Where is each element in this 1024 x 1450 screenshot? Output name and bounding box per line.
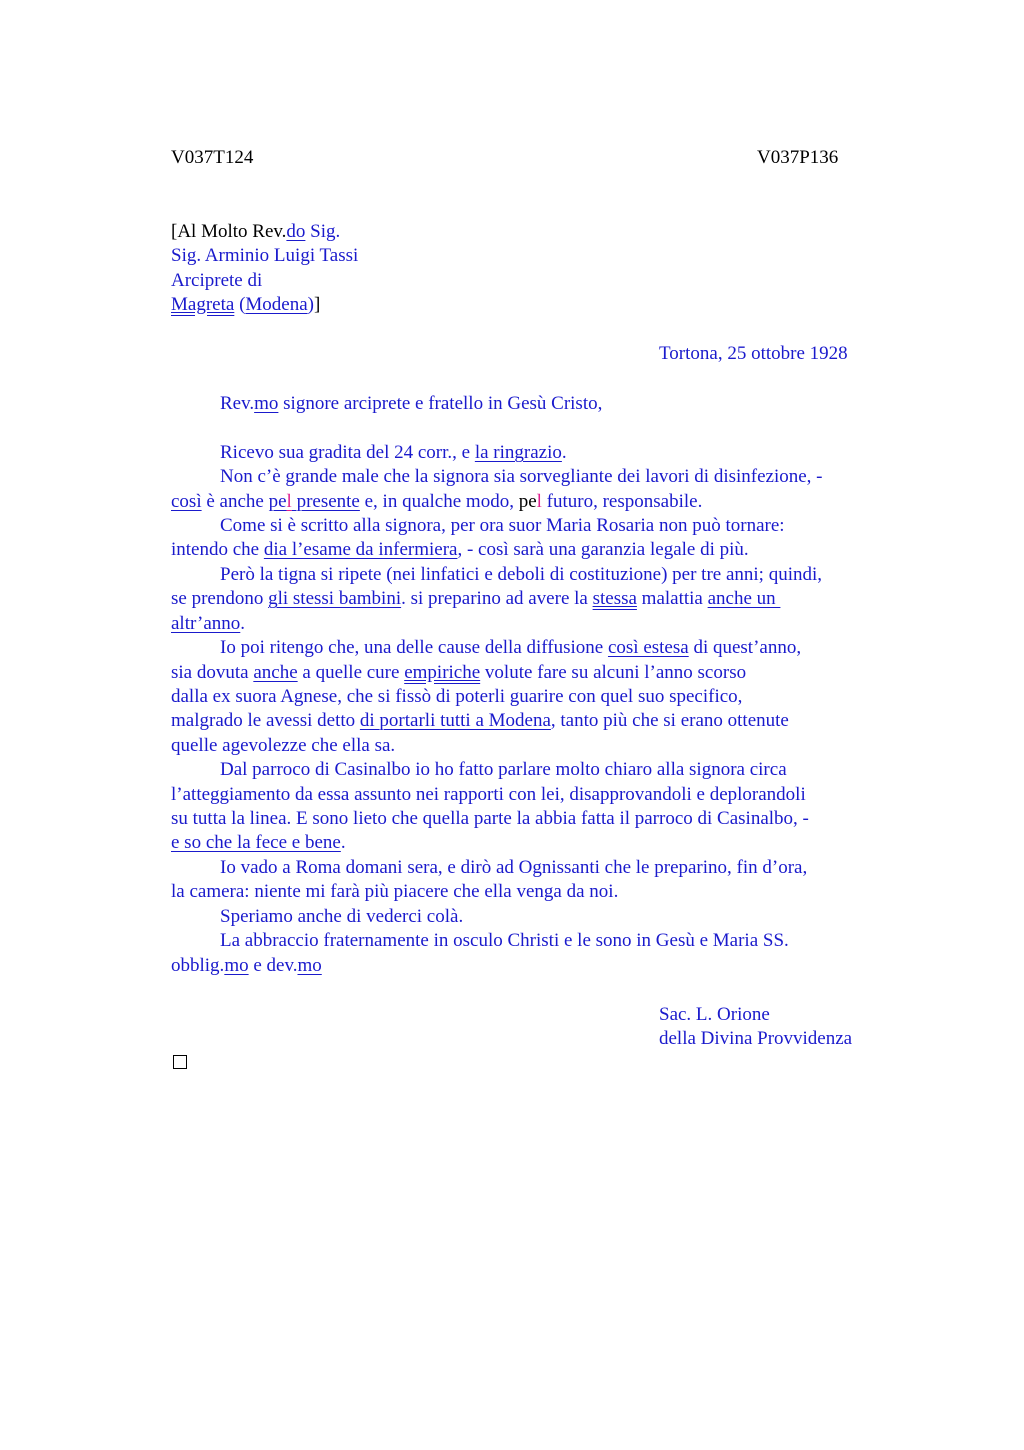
body-line xyxy=(171,490,702,514)
body-text: pe xyxy=(518,491,537,512)
salutation-text: Rev. xyxy=(220,393,255,414)
body-text: a quelle cure xyxy=(297,662,405,683)
body-line xyxy=(171,612,245,636)
body-underline: mo xyxy=(224,955,249,976)
address-text: Sig. xyxy=(305,221,341,242)
signature-line-2: della Divina Provvidenza xyxy=(659,1028,853,1049)
address-text: [Al Molto Rev. xyxy=(171,221,287,242)
body-line: Dal parroco di Casinalbo io ho fatto parlare molto chiaro alla signora circa xyxy=(220,759,787,780)
body-correction: l xyxy=(286,491,292,512)
body-line xyxy=(171,831,346,855)
document-code-left: V037T124 xyxy=(171,147,254,168)
signature-line-1: Sac. L. Orione xyxy=(659,1004,770,1025)
body-underline: anche un xyxy=(707,588,781,609)
address-abbrev: do xyxy=(286,221,306,242)
end-marker-box-icon xyxy=(173,1055,187,1069)
body-line: dalla ex suora Agnese, che si fissò di poterli guarire con quel suo specifico, xyxy=(171,686,743,707)
body-line: Come si è scritto alla signora, per ora suor Maria Rosaria non può tornare: xyxy=(220,515,785,536)
body-line: Però la tigna si ripete (nei linfatici e deboli di costituzione) per tre anni; quindi, xyxy=(220,564,823,585)
address-bracket: ] xyxy=(313,294,321,315)
body-text: Ricevo sua gradita del 24 corr., e xyxy=(220,442,475,463)
body-text: è anche xyxy=(201,491,269,512)
body-text: sia dovuta xyxy=(171,662,254,683)
body-line: la camera: niente mi farà più piacere che ella venga da noi. xyxy=(171,881,619,902)
body-text: . xyxy=(340,832,346,853)
body-double-underline: stessa xyxy=(592,588,637,609)
body-line xyxy=(171,538,749,562)
body-text: di quest’anno, xyxy=(688,637,802,658)
body-underline: di portarli tutti a Modena xyxy=(359,710,551,731)
body-line xyxy=(171,661,746,685)
body-underline: mo xyxy=(297,955,322,976)
document-code-right: V037P136 xyxy=(757,147,839,168)
body-underline: dia l’esame da infermiera xyxy=(263,539,458,560)
salutation-abbrev: mo xyxy=(254,393,279,414)
body-line xyxy=(220,441,567,465)
body-line xyxy=(171,954,322,978)
body-text: . si preparino ad avere la xyxy=(401,588,593,609)
body-correction: l xyxy=(536,491,542,512)
salutation xyxy=(220,392,602,416)
body-line: quelle agevolezze che ella sa. xyxy=(171,735,396,756)
body-line: Non c’è grande male che la signora sia sorvegliante dei lavori di disinfezione, - xyxy=(220,466,823,487)
body-line: Speriamo anche di vederci colà. xyxy=(220,906,464,927)
salutation-text: signore arciprete e fratello in Gesù Cristo, xyxy=(278,393,603,414)
body-text: , tanto più che si erano ottenute xyxy=(550,710,789,731)
body-underline: e so che la fece e bene xyxy=(171,832,341,853)
address-line-2: Sig. Arminio Luigi Tassi xyxy=(171,245,359,266)
body-text: futuro, responsabile. xyxy=(541,491,703,512)
body-underline: gli stessi bambini xyxy=(268,588,402,609)
body-underline: la ringrazio xyxy=(474,442,562,463)
body-text: e dev. xyxy=(248,955,298,976)
body-double-underline: empiriche xyxy=(404,662,481,683)
body-text: malgrado le avessi detto xyxy=(171,710,360,731)
body-underline: anche xyxy=(253,662,298,683)
body-text: obblig. xyxy=(171,955,225,976)
place-modena: Modena xyxy=(245,294,308,315)
body-text: , - così sarà una garanzia legale di più. xyxy=(457,539,749,560)
body-line: su tutta la linea. E sono lieto che quella parte la abbia fatta il parroco di Casinalbo, - xyxy=(171,808,809,829)
body-line xyxy=(171,587,780,611)
body-line: Io vado a Roma domani sera, e dirò ad Ognissanti che le preparino, fin d’ora, xyxy=(220,857,808,878)
address-line-1 xyxy=(171,220,340,244)
body-text: se prendono xyxy=(171,588,269,609)
address-text: ) xyxy=(307,294,314,315)
address-line-3: Arciprete di xyxy=(171,270,263,291)
body-underline: così xyxy=(171,491,202,512)
body-line xyxy=(171,709,789,733)
body-underline: altr’anno xyxy=(171,613,241,634)
body-text: volute fare su alcuni l’anno scorso xyxy=(480,662,747,683)
body-underline: presente xyxy=(291,491,360,512)
address-line-4 xyxy=(171,293,320,317)
body-text: . xyxy=(240,613,246,634)
place-magreta: Magreta xyxy=(171,294,235,315)
body-line xyxy=(220,636,801,660)
body-text: . xyxy=(561,442,567,463)
body-text: intendo che xyxy=(171,539,264,560)
body-underline: così estesa xyxy=(607,637,689,658)
body-line: l’atteggiamento da essa assunto nei rapporti con lei, disapprovandoli e deplorandoli xyxy=(171,784,806,805)
body-text: malattia xyxy=(636,588,708,609)
body-text: Io poi ritengo che, una delle cause della diffusione xyxy=(220,637,608,658)
body-underline: pe xyxy=(268,491,287,512)
body-text: e, in qualche modo, xyxy=(359,491,519,512)
address-text: ( xyxy=(234,294,246,315)
dateline: Tortona, 25 ottobre 1928 xyxy=(659,343,848,364)
body-line: La abbraccio fraternamente in osculo Christi e le sono in Gesù e Maria SS. xyxy=(220,930,789,951)
